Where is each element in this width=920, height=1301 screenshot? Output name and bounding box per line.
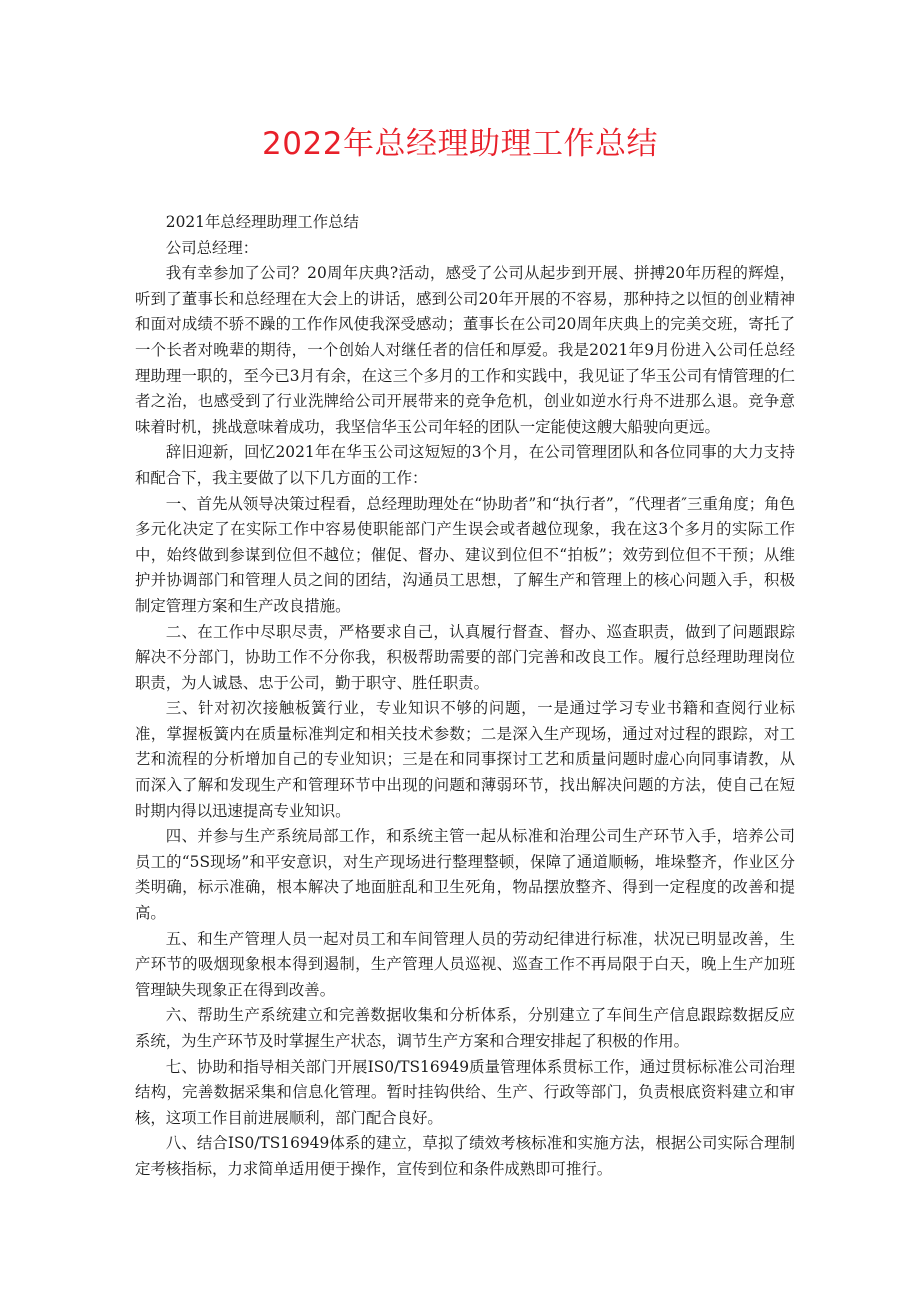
paragraph: 二、在工作中尽职尽责，严格要求自己，认真履行督查、督办、巡查职责，做到了问题跟踪解决不分部门，协助工作不分你我，积极帮助需要的部门完善和改良工作。履行总经理助理岗位职责，为人诚恳、忠于公司，勤于职守、胜任职责。: [135, 622, 795, 692]
paragraph: 五、和生产管理人员一起对员工和车间管理人员的劳动纪律进行标准，状况已明显改善，生产环节的吸烟现象根本得到遏制，生产管理人员巡视、巡查工作不再局限于白天，晚上生产加班管理缺失现象正在得到改善。: [135, 929, 795, 999]
paragraph: 三、针对初次接触板簧行业，专业知识不够的问题，一是通过学习专业书籍和查阅行业标准，掌握板簧内在质量标准判定和相关技术参数；二是深入生产现场，通过对过程的跟踪，对工艺和流程的分析增加自己的专业知识；三是在和同事探讨工艺和质量问题时虚心向同事请教，从而深入了解和发现生产和管理环节中出现的问题和薄弱环节，找出解决问题的方法，使自己在短时期内得以迅速提高专业知识。: [135, 699, 795, 820]
document-salutation: 公司总经理：: [165, 238, 259, 257]
document-title: 2022年总经理助理工作总结: [262, 126, 658, 162]
document-body: [135, 210, 795, 1183]
paragraph: 七、协助和指导相关部门开展IS0/TS16949质量管理体系贯标工作，通过贯标标准公司治理结构，完善数据采集和信息化管理。暂时挂钩供给、生产、行政等部门，负责根底资料建立和审核，这项工作目前进展顺利，部门配合良好。: [135, 1057, 795, 1127]
document-subtitle: 2021年总经理助理工作总结: [165, 213, 359, 231]
paragraph: 我有幸参加了公司？20周年庆典?活动，感受了公司从起步到开展、拼搏20年历程的辉煌，听到了董事长和总经理在大会上的讲话，感到公司20年开展的不容易，那种持之以恒的创业精神和面对成绩不骄不躁的工作作风使我深受感动；董事长在公司20周年庆典上的完美交班，寄托了一个长者对晚辈的期待，一个创始人对继任者的信任和厚爱。我是2021年9月份进入公司任总经理助理一职的，至今已3月有余，在这三个多月的工作和实践中，我见证了华玉公司有情管理的仁者之治，也感受到了行业洗牌给公司开展带来的竞争危机，创业如逆水行舟不进那么退。竞争意味着时机，挑战意味着成功，我坚信华玉公司年轻的团队一定能使这艘大船驶向更远。: [135, 264, 795, 436]
paragraph: 六、帮助生产系统建立和完善数据收集和分析体系，分别建立了车间生产信息跟踪数据反应系统，为生产环节及时掌握生产状态，调节生产方案和合理安排起了积极的作用。: [135, 1006, 795, 1050]
paragraph: 四、并参与生产系统局部工作，和系统主管一起从标准和治理公司生产环节入手，培养公司员工的“5S现场”和平安意识，对生产现场进行整理整顿，保障了通道顺畅，堆垛整齐，作业区分类明确，标示准确，根本解决了地面脏乱和卫生死角，物品摆放整齐、得到一定程度的改善和提高。: [135, 827, 795, 923]
paragraph: 八、结合IS0/TS16949体系的建立，草拟了绩效考核标准和实施方法，根据公司实际合理制定考核指标，力求简单适用便于操作，宣传到位和条件成熟即可推行。: [135, 1134, 795, 1178]
paragraph: 辞旧迎新，回忆2021年在华玉公司这短短的3个月，在公司管理团队和各位同事的大力支持和配合下，我主要做了以下几方面的工作：: [135, 443, 795, 487]
paragraph: 一、首先从领导决策过程看，总经理助理处在“协助者”和“执行者”，″代理者″三重角度；角色多元化决定了在实际工作中容易使职能部门产生误会或者越位现象，我在这3个多月的实际工作中，始终做到参谋到位但不越位；催促、督办、建议到位但不“拍板”；效劳到位但不干预；从维护并协调部门和管理人员之间的团结，沟通员工思想，了解生产和管理上的核心问题入手，积极制定管理方案和生产改良措施。: [135, 494, 795, 615]
